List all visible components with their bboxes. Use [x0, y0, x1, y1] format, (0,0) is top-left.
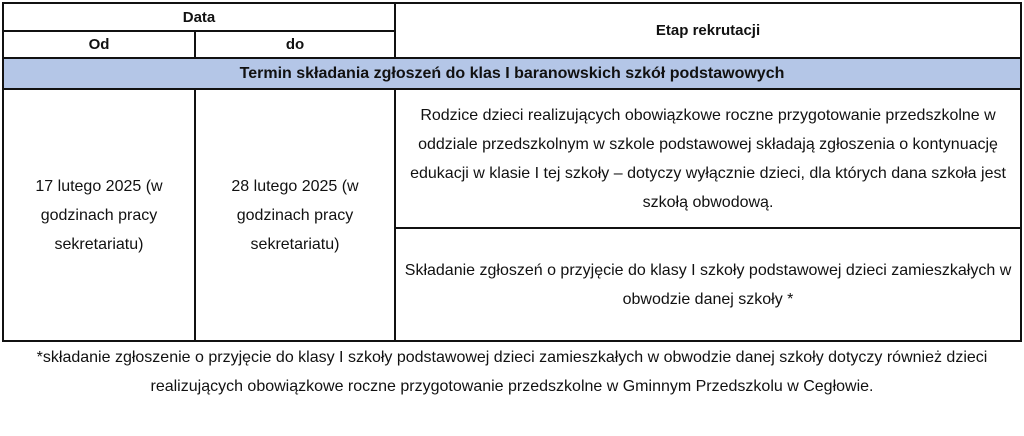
footnote: [0, 343, 1024, 401]
stage-description-district: Składanie zgłoszeń o przyjęcie do klasy I szkoły podstawowej dzieci zamieszkałych w obwodzie danej szkoły *: [395, 228, 1021, 341]
footnote-text: *składanie zgłoszenie o przyjęcie do klasy I szkoły podstawowej dzieci zamieszkałych w obwodzie danej szkoły dotyczy również dzieci realizujących obowiązkowe roczne przygotowanie przedszkolne w Gminnym Przedszkolu w Cegłowie.: [36, 349, 988, 395]
to-date-cell: 28 lutego 2025 (w godzinach pracy sekretariatu): [195, 89, 395, 341]
section-row: [3, 58, 1021, 89]
table-row: [3, 89, 1021, 228]
header-data: Data: [3, 3, 395, 31]
stage-description-continuation: Rodzice dzieci realizujących obowiązkowe roczne przygotowanie przedszkolne w oddziale przedszkolnym w szkole podstawowej składają zgłoszenia o kontynuację edukacji w klasie I tej szkoły – dotyczy wyłącznie dzieci, dla których dana szkoła jest szkołą obwodową.: [395, 89, 1021, 228]
header-from: Od: [3, 31, 195, 58]
section-title: Termin składania zgłoszeń do klas I baranowskich szkół podstawowych: [3, 58, 1021, 89]
header-to: do: [195, 31, 395, 58]
from-date-cell: 17 lutego 2025 (w godzinach pracy sekretariatu): [3, 89, 195, 341]
header-stage: Etap rekrutacji: [395, 3, 1021, 58]
recruitment-schedule-table: [2, 2, 1022, 342]
header-row-top: [3, 3, 1021, 31]
